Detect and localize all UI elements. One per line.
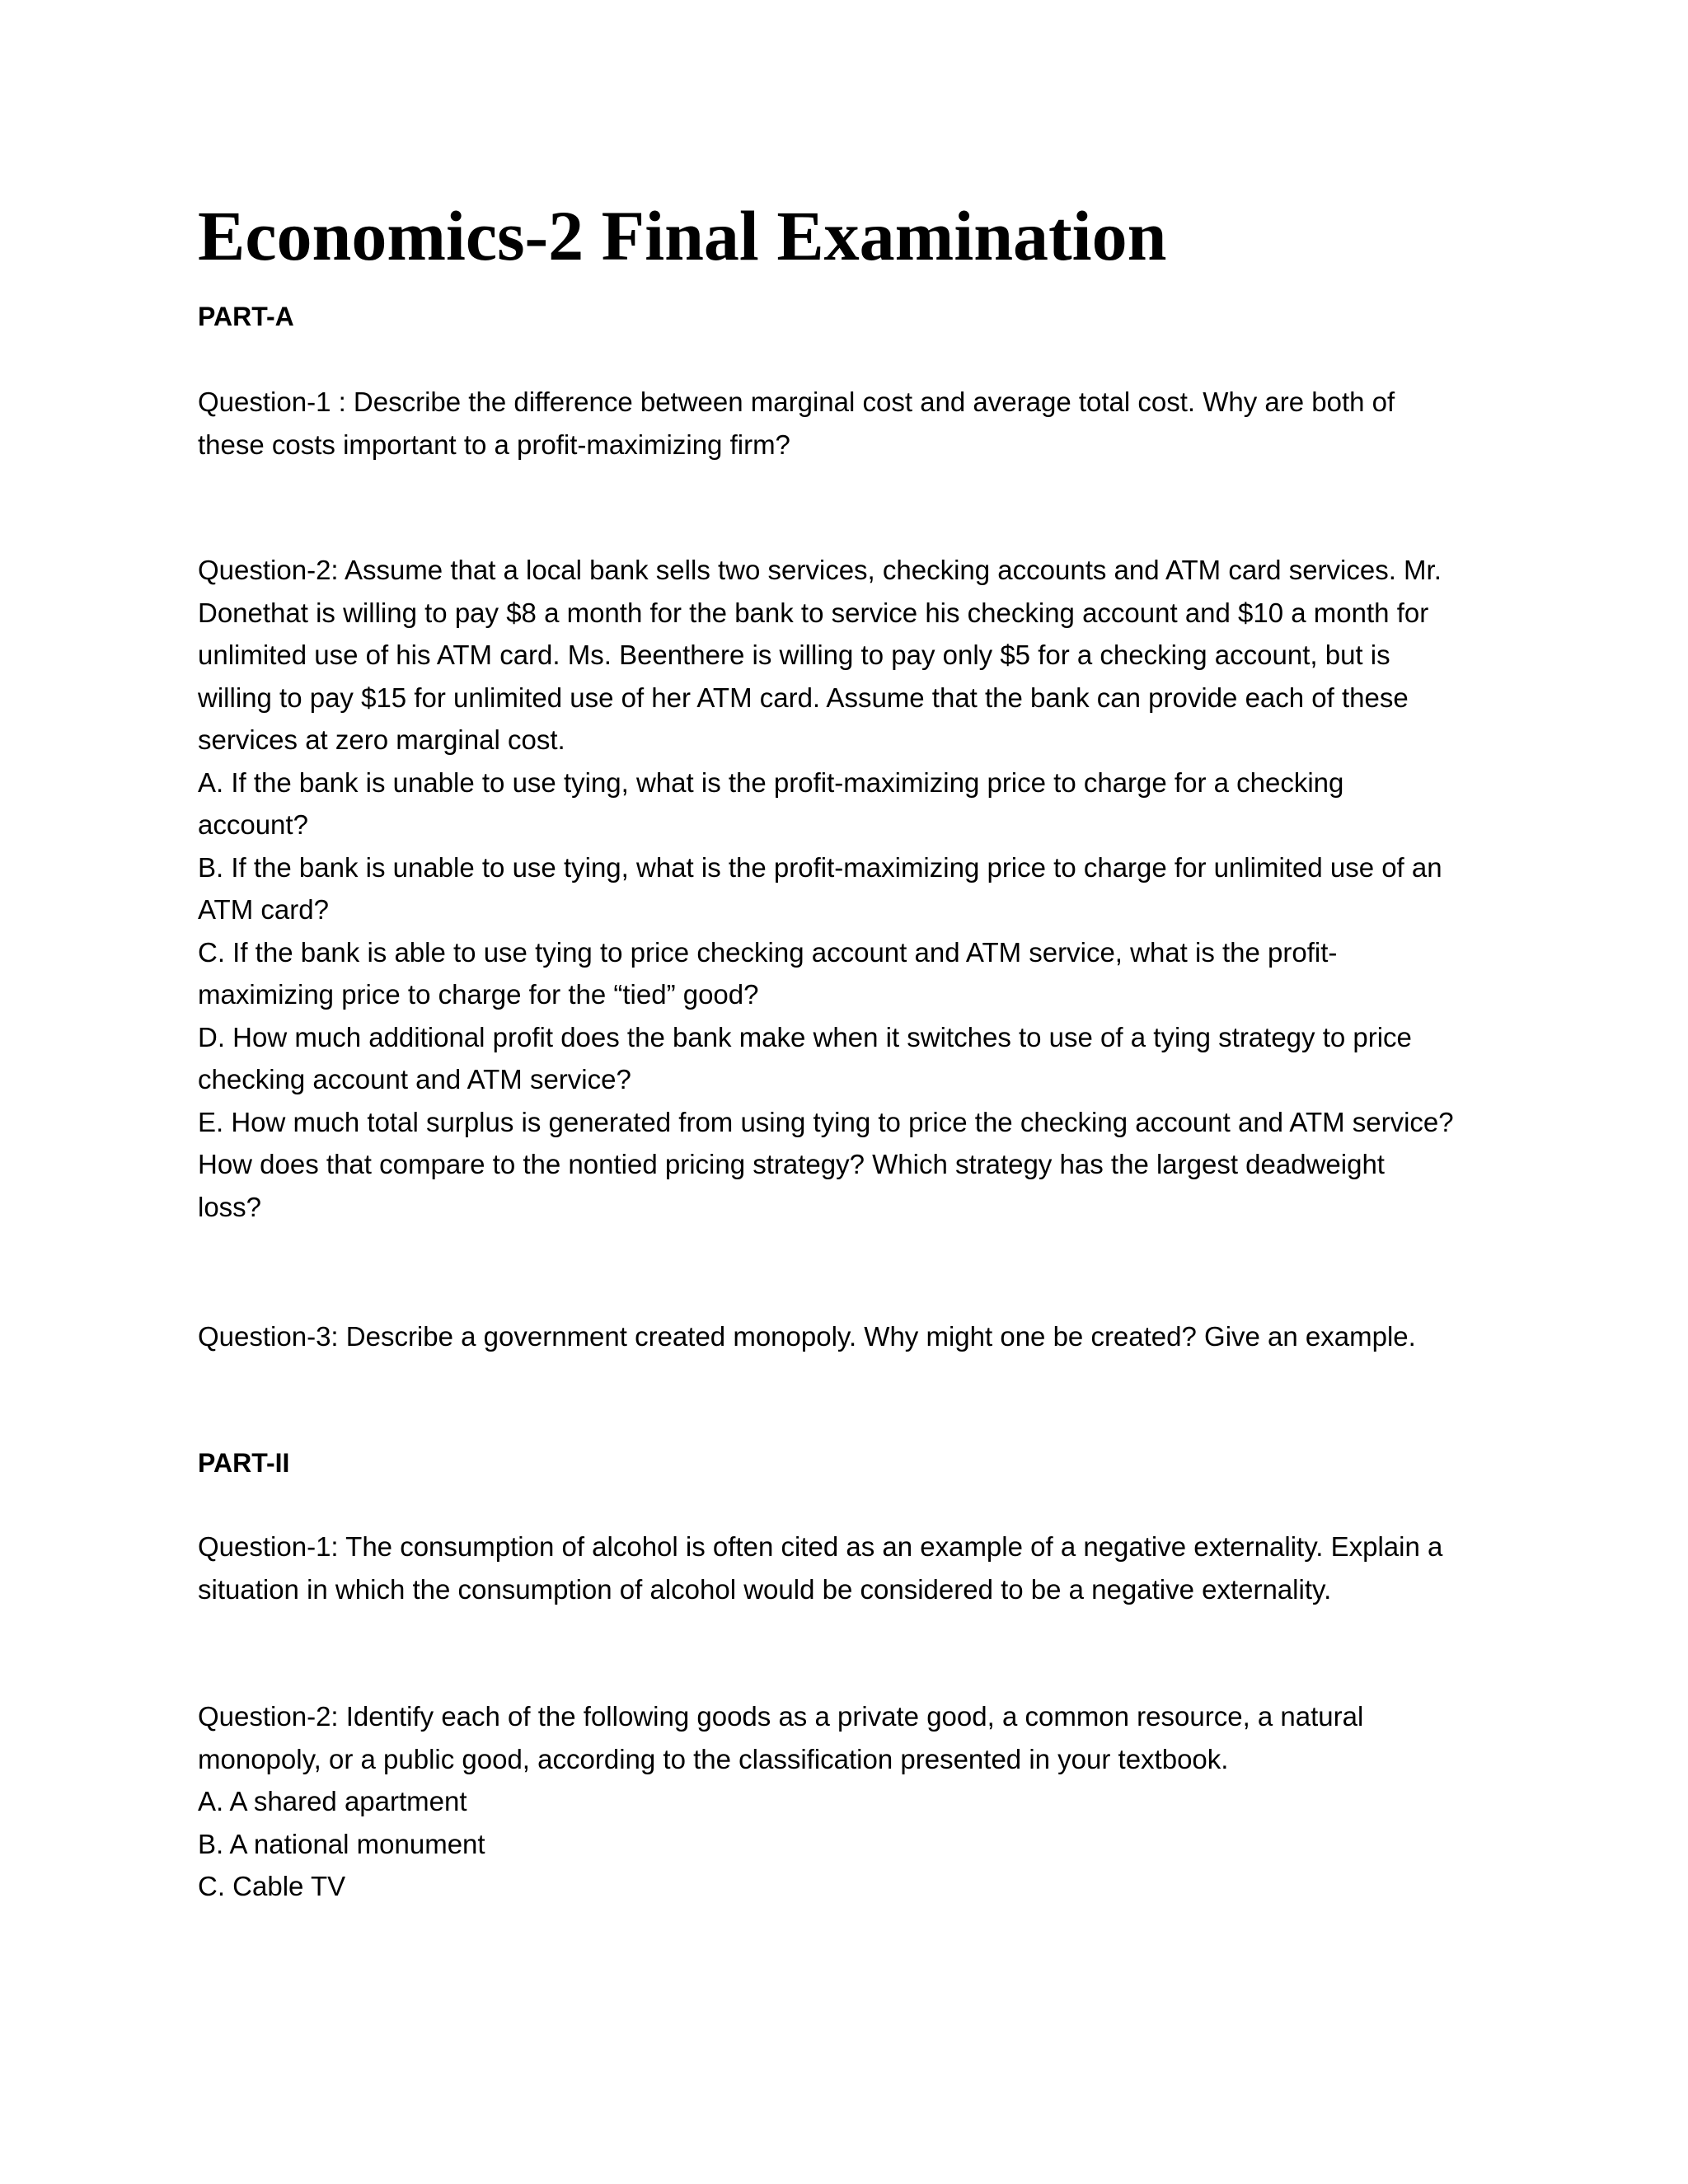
sub-question-a-cont: account? <box>198 809 308 840</box>
question-line: Donethat is willing to pay $8 a month for the bank to service his checking account and $10 a month for <box>198 597 1429 628</box>
sub-question-c: C. Cable TV <box>198 1871 346 1901</box>
question-line: willing to pay $15 for unlimited use of her ATM card. Assume that the bank can provide each of these <box>198 682 1409 713</box>
sub-question-a: A. A shared apartment <box>198 1786 467 1816</box>
sub-question-b: B. If the bank is unable to use tying, what is the profit-maximizing price to charge for unlimited use of an <box>198 851 1442 883</box>
question-line: Question-1 : Describe the difference between marginal cost and average total cost. Why are both of <box>198 387 1395 417</box>
part-a-question-1 <box>198 381 1508 466</box>
question-line: Question-1: The consumption of alcohol is often cited as an example of a negative externality. Explain a <box>198 1531 1443 1562</box>
question-line: Question-2: Assume that a local bank sells two services, checking accounts and ATM card services. Mr. <box>198 555 1442 585</box>
sub-question-a: A. If the bank is unable to use tying, what is the profit-maximizing price to charge for a checking <box>198 766 1344 798</box>
sub-question-e-cont: loss? <box>198 1191 262 1222</box>
part-ii-heading: PART-II <box>198 1448 290 1478</box>
sub-question-c: C. If the bank is able to use tying to price checking account and ATM service, what is the profit- <box>198 936 1338 968</box>
part-ii-question-2 <box>198 1695 1508 1908</box>
part-a-heading: PART-A <box>198 302 294 331</box>
question-line: monopoly, or a public good, according to the classification presented in your textbook. <box>198 1743 1229 1774</box>
question-line: unlimited use of his ATM card. Ms. Beenthere is willing to pay only $5 for a checking account, but is <box>198 640 1390 670</box>
part-a-question-2 <box>198 549 1508 1228</box>
question-line: services at zero marginal cost. <box>198 724 565 755</box>
sub-question-b: B. A national monument <box>198 1828 485 1859</box>
sub-question-e-cont: How does that compare to the nontied pricing strategy? Which strategy has the largest deadweight <box>198 1149 1385 1179</box>
question-line: Question-3: Describe a government created monopoly. Why might one be created? Give an example. <box>198 1321 1416 1352</box>
part-a-question-3 <box>198 1315 1508 1358</box>
question-line: Question-2: Identify each of the following goods as a private good, a common resource, a natural <box>198 1701 1364 1732</box>
sub-question-d-cont: checking account and ATM service? <box>198 1064 631 1094</box>
part-ii-question-1 <box>198 1526 1508 1610</box>
sub-question-b-cont: ATM card? <box>198 894 329 925</box>
sub-question-c-cont: maximizing price to charge for the “tied” good? <box>198 979 759 1010</box>
question-line: these costs important to a profit-maximizing firm? <box>198 429 790 460</box>
question-line: situation in which the consumption of alcohol would be considered to be a negative externality. <box>198 1573 1332 1605</box>
exam-title: Economics-2 Final Examination <box>198 196 1167 275</box>
sub-question-d: D. How much additional profit does the bank make when it switches to use of a tying strategy to price <box>198 1021 1412 1052</box>
sub-question-e: E. How much total surplus is generated from using tying to price the checking account and ATM service? <box>198 1106 1454 1137</box>
